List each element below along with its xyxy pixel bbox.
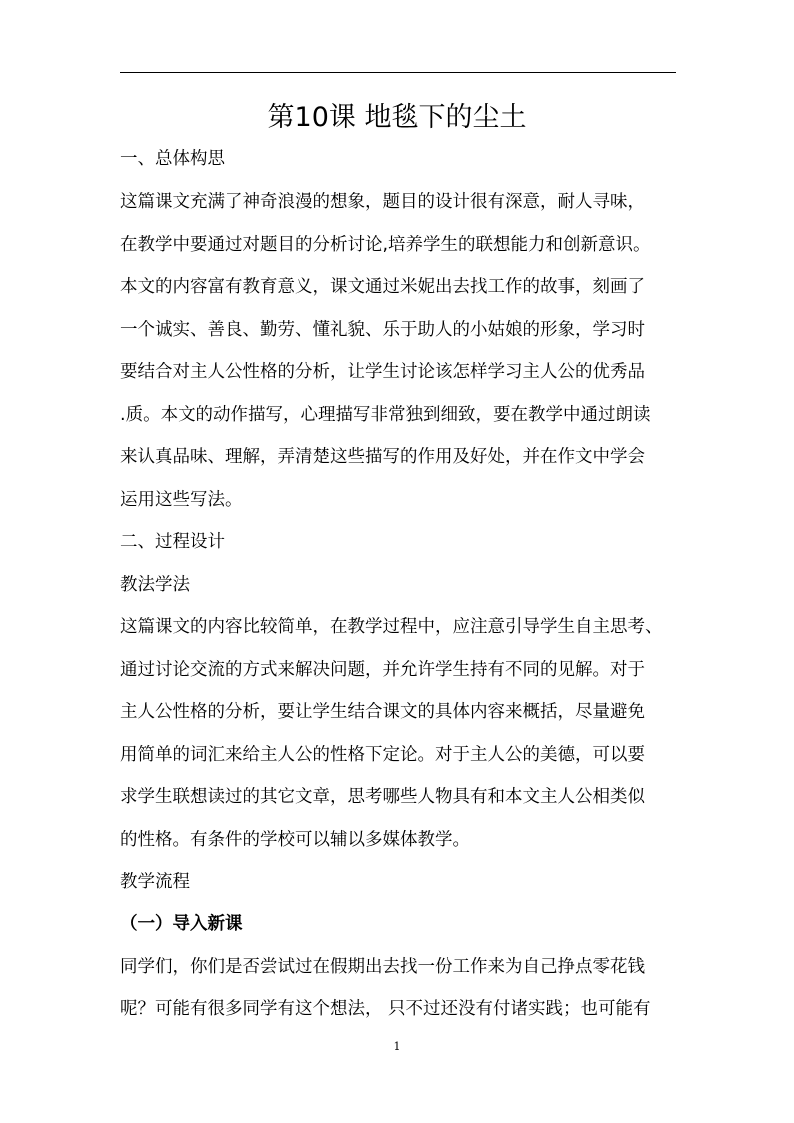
subheading-flow: 教学流程	[120, 872, 190, 892]
page-title: 第10课 地毯下的尘土	[267, 102, 527, 133]
paragraph-line: .质。本文的动作描写，心理描写非常独到细致，要在教学中通过朗读	[120, 405, 651, 425]
subheading-methods: 教法学法	[120, 575, 190, 595]
paragraph-line: 主人公性格的分析，要让学生结合课文的具体内容来概括，尽量避免	[120, 702, 645, 722]
paragraph-line: 运用这些写法。	[120, 490, 243, 510]
paragraph-line: 用简单的词汇来给主人公的性格下定论。对于主人公的美德，可以要	[120, 745, 645, 765]
header-rule	[120, 72, 676, 73]
paragraph-line: 要结合对主人公性格的分析，让学生讨论该怎样学习主人公的优秀品	[120, 362, 645, 382]
paragraph-line: 求学生联想读过的其它文章，思考哪些人物具有和本文主人公相类似	[120, 787, 645, 807]
paragraph-line: 同学们，你们是否尝试过在假期出去找一份工作来为自己挣点零花钱	[120, 957, 645, 977]
paragraph-line: 在教学中要通过对题目的分析讨论,培养学生的联想能力和创新意识。	[120, 235, 651, 255]
paragraph-line: 本文的内容富有教育意义，课文通过米妮出去找工作的故事，刻画了	[120, 277, 645, 297]
paragraph-line: 这篇课文的内容比较简单，在教学过程中，应注意引导学生自主思考、	[120, 617, 663, 637]
paragraph-line: 一个诚实、善良、勤劳、懂礼貌、乐于助人的小姑娘的形象，学习时	[120, 320, 645, 340]
paragraph-line: 通过讨论交流的方式来解决问题，并允许学生持有不同的见解。对于	[120, 660, 645, 680]
paragraph-line: 这篇课文充满了神奇浪漫的想象，题目的设计很有深意，耐人寻味，	[120, 192, 645, 212]
paragraph-line: 的性格。有条件的学校可以辅以多媒体教学。	[120, 830, 470, 850]
section-heading-overall: 一、总体构思	[120, 149, 225, 169]
subheading-intro: （一）导入新课	[120, 914, 243, 934]
section-heading-process: 二、过程设计	[120, 532, 225, 552]
paragraph-line: 来认真品味、理解，弄清楚这些描写的作用及好处，并在作文中学会	[120, 447, 645, 467]
paragraph-line: 呢？可能有很多同学有这个想法， 只不过还没有付诸实践；也可能有	[120, 999, 651, 1019]
page-number: 1	[393, 1040, 401, 1053]
